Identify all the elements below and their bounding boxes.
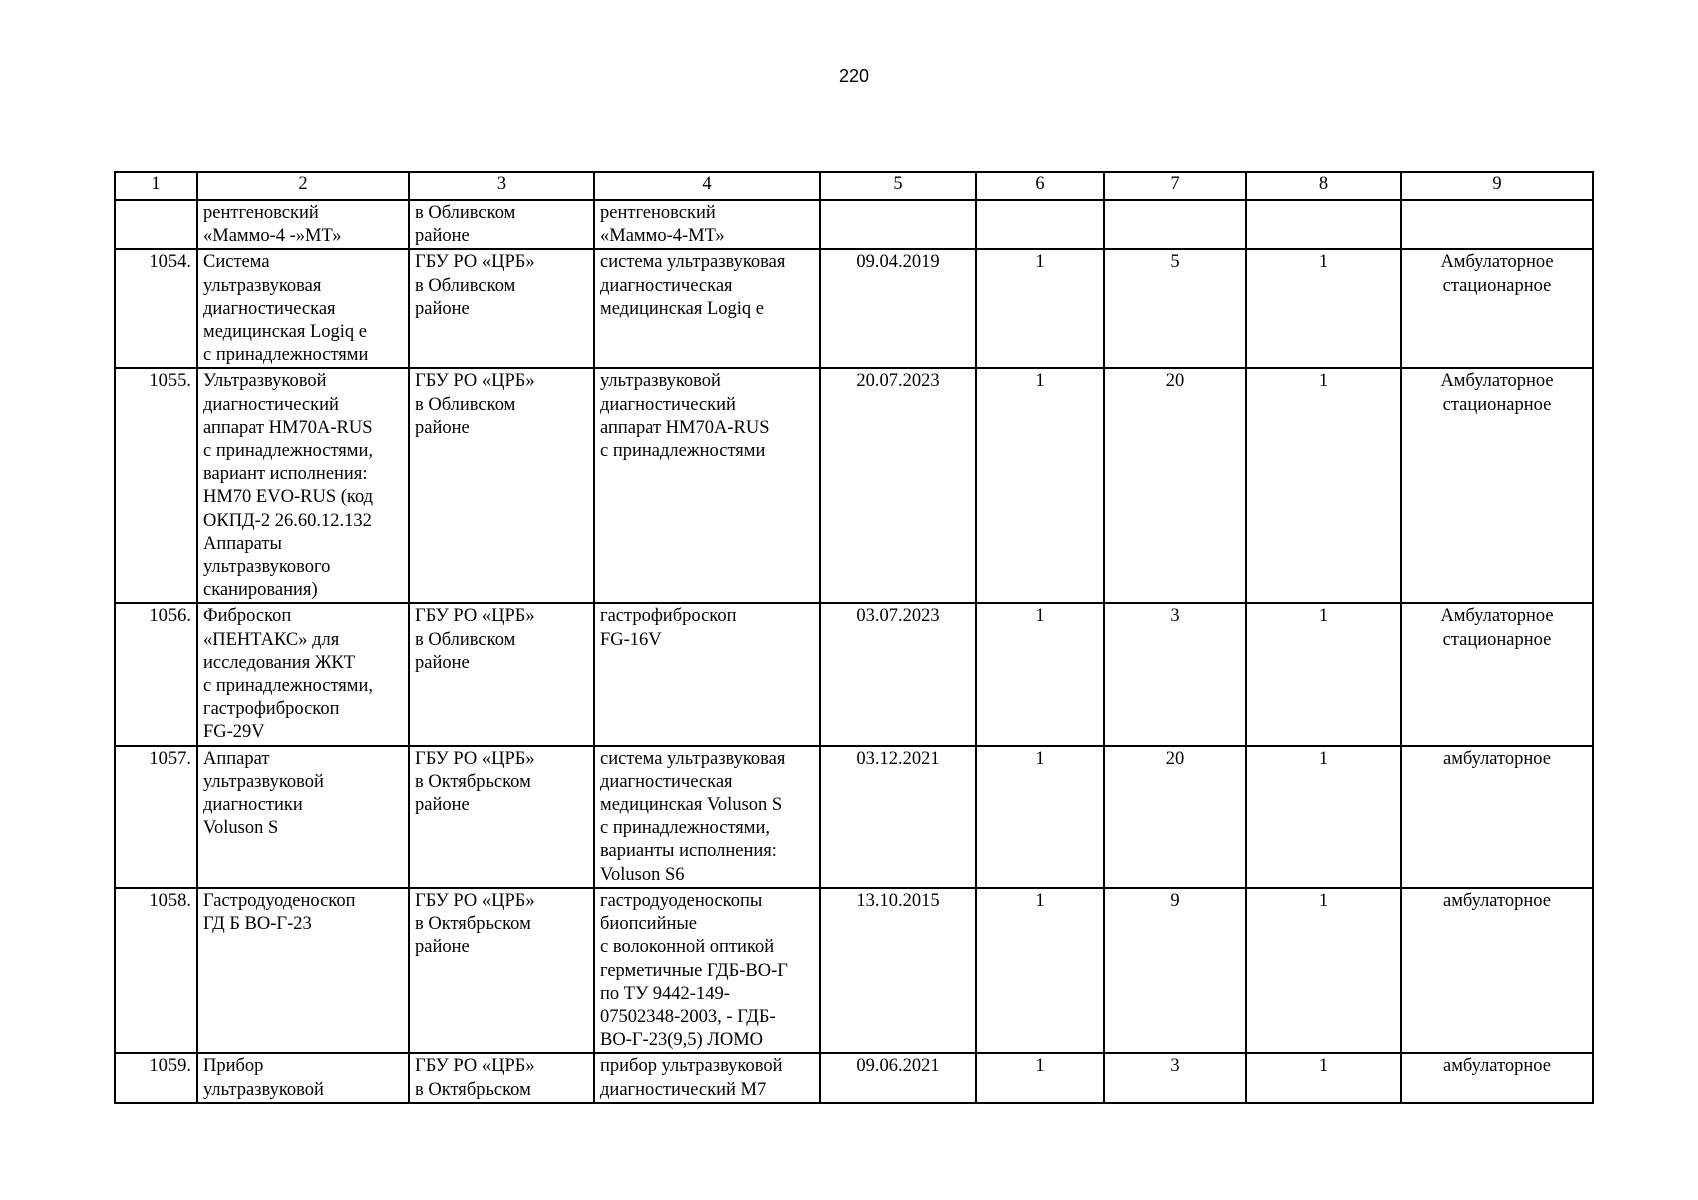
- device-description-cell: система ультразвуковая диагностическая медицинская Logiq e: [594, 249, 820, 368]
- usage-conditions-cell: Амбулаторное стационарное: [1401, 368, 1593, 603]
- column-header-8: 8: [1246, 172, 1401, 200]
- table-row: [115, 368, 1593, 603]
- table-body: [115, 200, 1593, 1103]
- service-years-cell: [1104, 200, 1246, 249]
- equipment-name-cell: Система ультразвуковая диагностическая медицинская Logiq e с принадлежностями: [197, 249, 409, 368]
- quantity-cell: 1: [976, 1053, 1104, 1102]
- organization-cell: ГБУ РО «ЦРБ» в Обливском районе: [409, 249, 594, 368]
- device-description-cell: ультразвуковой диагностический аппарат HM70A-RUS с принадлежностями: [594, 368, 820, 603]
- unit-count-cell: 1: [1246, 746, 1401, 888]
- usage-conditions-cell: Амбулаторное стационарное: [1401, 249, 1593, 368]
- organization-cell: ГБУ РО «ЦРБ» в Октябрьском районе: [409, 746, 594, 888]
- equipment-name-cell: Фиброскоп «ПЕНТАКС» для исследования ЖКТ с принадлежностями, гастрофиброскоп FG-29V: [197, 603, 409, 745]
- organization-cell: ГБУ РО «ЦРБ» в Обливском районе: [409, 368, 594, 603]
- table-row: [115, 200, 1593, 249]
- row-number-cell: 1054.: [115, 249, 197, 368]
- equipment-name-cell: Гастродуоденоскоп ГД Б ВО-Г-23: [197, 888, 409, 1053]
- row-number-cell: [115, 200, 197, 249]
- unit-count-cell: [1246, 200, 1401, 249]
- quantity-cell: 1: [976, 249, 1104, 368]
- commission-date-cell: 20.07.2023: [820, 368, 976, 603]
- column-header-9: 9: [1401, 172, 1593, 200]
- service-years-cell: 5: [1104, 249, 1246, 368]
- page-number: 220: [838, 66, 870, 86]
- row-number-cell: 1057.: [115, 746, 197, 888]
- column-header-4: 4: [594, 172, 820, 200]
- unit-count-cell: 1: [1246, 888, 1401, 1053]
- usage-conditions-cell: амбулаторное: [1401, 888, 1593, 1053]
- quantity-cell: 1: [976, 888, 1104, 1053]
- row-number-cell: 1058.: [115, 888, 197, 1053]
- equipment-name-cell: Аппарат ультразвуковой диагностики Voluson S: [197, 746, 409, 888]
- row-number-cell: 1056.: [115, 603, 197, 745]
- commission-date-cell: 03.12.2021: [820, 746, 976, 888]
- commission-date-cell: 09.06.2021: [820, 1053, 976, 1102]
- device-description-cell: гастрофиброскоп FG-16V: [594, 603, 820, 745]
- header-row: [115, 172, 1593, 200]
- unit-count-cell: 1: [1246, 249, 1401, 368]
- commission-date-cell: 09.04.2019: [820, 249, 976, 368]
- quantity-cell: 1: [976, 368, 1104, 603]
- service-years-cell: 3: [1104, 603, 1246, 745]
- service-years-cell: 20: [1104, 368, 1246, 603]
- quantity-cell: 1: [976, 603, 1104, 745]
- column-header-6: 6: [976, 172, 1104, 200]
- organization-cell: ГБУ РО «ЦРБ» в Обливском районе: [409, 603, 594, 745]
- row-number-cell: 1055.: [115, 368, 197, 603]
- column-header-2: 2: [197, 172, 409, 200]
- column-header-3: 3: [409, 172, 594, 200]
- quantity-cell: [976, 200, 1104, 249]
- commission-date-cell: 13.10.2015: [820, 888, 976, 1053]
- commission-date-cell: [820, 200, 976, 249]
- usage-conditions-cell: амбулаторное: [1401, 746, 1593, 888]
- column-header-7: 7: [1104, 172, 1246, 200]
- service-years-cell: 9: [1104, 888, 1246, 1053]
- table-row: [115, 888, 1593, 1053]
- usage-conditions-cell: Амбулаторное стационарное: [1401, 603, 1593, 745]
- usage-conditions-cell: амбулаторное: [1401, 1053, 1593, 1102]
- quantity-cell: 1: [976, 746, 1104, 888]
- column-header-5: 5: [820, 172, 976, 200]
- service-years-cell: 3: [1104, 1053, 1246, 1102]
- equipment-name-cell: Ультразвуковой диагностический аппарат HM70A-RUS с принадлежностями, вариант исполнения: HM70 EVO-RUS (код ОКПД-2 26.60.12.132 Аппараты ультразвукового сканирования): [197, 368, 409, 603]
- table-row: [115, 1053, 1593, 1102]
- equipment-name-cell: рентгеновский «Маммо-4 -»МТ»: [197, 200, 409, 249]
- equipment-table: [114, 171, 1594, 1104]
- device-description-cell: прибор ультразвуковой диагностический М7: [594, 1053, 820, 1102]
- table-row: [115, 603, 1593, 745]
- equipment-name-cell: Прибор ультразвуковой: [197, 1053, 409, 1102]
- service-years-cell: 20: [1104, 746, 1246, 888]
- commission-date-cell: 03.07.2023: [820, 603, 976, 745]
- device-description-cell: рентгеновский «Маммо-4-МТ»: [594, 200, 820, 249]
- device-description-cell: система ультразвуковая диагностическая медицинская Voluson S с принадлежностями, варианты исполнения: Voluson S6: [594, 746, 820, 888]
- unit-count-cell: 1: [1246, 603, 1401, 745]
- table-row: [115, 746, 1593, 888]
- device-description-cell: гастродуоденоскопы биопсийные с волоконной оптикой герметичные ГДБ-ВО-Г по ТУ 9442-149- 07502348-2003, - ГДБ- ВО-Г-23(9,5) ЛОМО: [594, 888, 820, 1053]
- unit-count-cell: 1: [1246, 1053, 1401, 1102]
- column-header-1: 1: [115, 172, 197, 200]
- organization-cell: в Обливском районе: [409, 200, 594, 249]
- usage-conditions-cell: [1401, 200, 1593, 249]
- organization-cell: ГБУ РО «ЦРБ» в Октябрьском районе: [409, 888, 594, 1053]
- table-row: [115, 249, 1593, 368]
- row-number-cell: 1059.: [115, 1053, 197, 1102]
- organization-cell: ГБУ РО «ЦРБ» в Октябрьском: [409, 1053, 594, 1102]
- unit-count-cell: 1: [1246, 368, 1401, 603]
